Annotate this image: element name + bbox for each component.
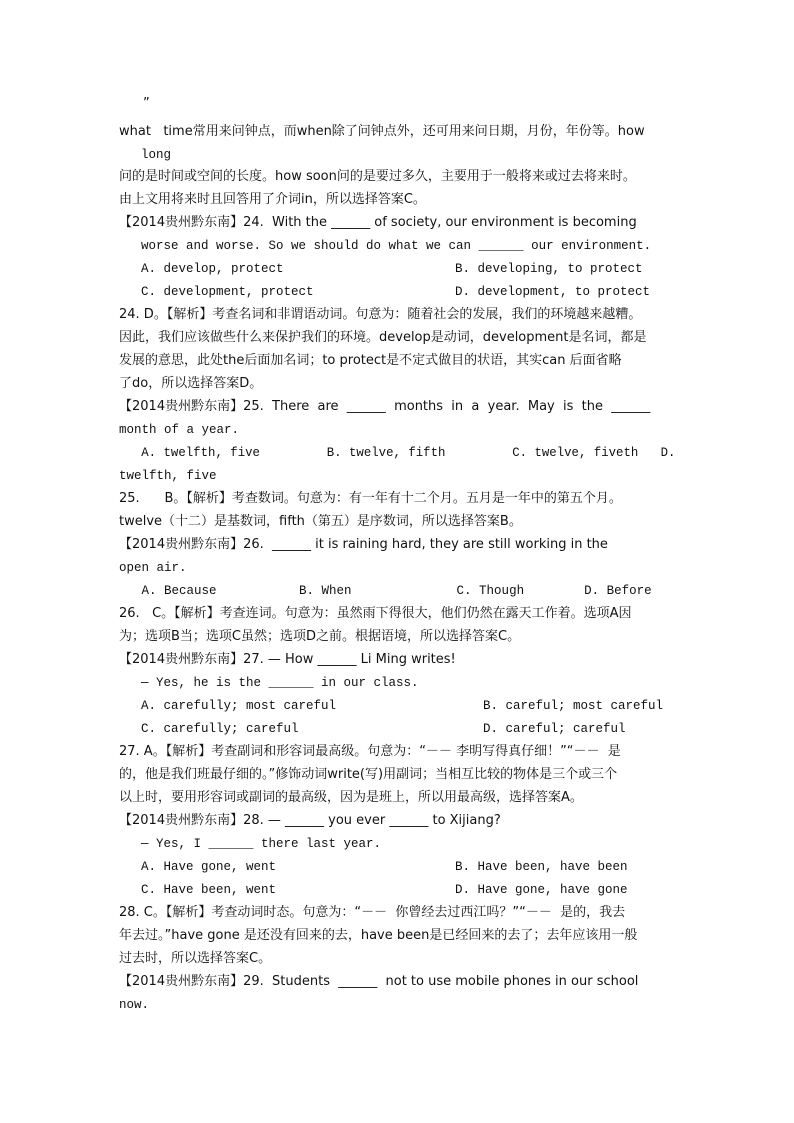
- question-26-stem-cont: open air.: [119, 561, 187, 575]
- option-24-d: D. development, to protect: [455, 285, 651, 299]
- answer-28: 过去时，所以选择答案C。: [119, 951, 272, 966]
- options-26: A. Because B. When C. Though D. Before: [119, 584, 652, 598]
- option-24-a: A. develop, protect: [141, 262, 284, 276]
- question-25-stem: 【2014贵州黔东南】25. There are ______ months in a year. May is the ______: [119, 399, 651, 414]
- answer-27: 以上时，要用形容词或副词的最高级，因为是班上，所以用最高级，选择答案A。: [119, 790, 583, 805]
- answer-25: twelve（十二）是基数词，fifth（第五）是序数词，所以选择答案B。: [119, 514, 522, 529]
- option-27-b: B. careful; most careful: [483, 699, 664, 713]
- question-27-stem-cont: — Yes, he is the ______ in our class.: [141, 676, 419, 690]
- answer-28: 年去过。”have gone 是还没有回来的去，have been是已经回来的去了；去年应该用一般: [119, 928, 638, 943]
- option-24-c: C. development, protect: [141, 285, 314, 299]
- answer-26: 26. C。【解析】考查连词。句意为：虽然雨下得很大，他们仍然在露天工作着。选项A因: [119, 606, 632, 621]
- question-24-stem-cont: worse and worse. So we should do what we can ______ our environment.: [141, 239, 652, 253]
- answer-25: 25. B。【解析】考查数词。句意为：有一年有十二个月。五月是一年中的第五个月。: [119, 491, 622, 506]
- options-25: A. twelfth, five B. twelve, fifth C. twelve, fiveth D.: [119, 446, 676, 460]
- question-25-stem-cont: month of a year.: [119, 423, 240, 437]
- option-27-a: A. carefully; most careful: [141, 699, 337, 713]
- options-25-cont: twelfth, five: [119, 469, 217, 483]
- option-24-b: B. developing, to protect: [455, 262, 643, 276]
- answer-27: 的，他是我们班最仔细的。”修饰动词write(写)用副词；当相互比较的物体是三个或三个: [119, 767, 618, 782]
- answer-24: 发展的意思，此处the后面加名词；to protect是不定式做目的状语，其实can 后面省略: [119, 353, 622, 368]
- option-28-b: B. Have been, have been: [455, 860, 628, 874]
- question-29-stem-cont: now.: [119, 998, 150, 1012]
- answer-24: 24. D。【解析】考查名词和非谓语动词。句意为：随着社会的发展，我们的环境越来越糟。: [119, 307, 642, 322]
- answer-24: 因此，我们应该做些什么来保护我们的环境。develop是动词，development是名词，都是: [119, 330, 647, 345]
- option-27-d: D. careful; careful: [483, 722, 626, 736]
- question-27-stem: 【2014贵州黔东南】27. — How ______ Li Ming writes!: [119, 652, 456, 667]
- answer-24: 了do，所以选择答案D。: [119, 376, 263, 391]
- closing-quote: ”: [143, 96, 150, 111]
- question-28-stem: 【2014贵州黔东南】28. — ______ you ever ______ to Xijiang?: [119, 813, 501, 828]
- explanation-line: what time常用来问钟点，而when除了问钟点外，还可用来问日期，月份，年份等。how: [119, 124, 645, 139]
- option-28-c: C. Have been, went: [141, 883, 277, 897]
- question-24-stem: 【2014贵州黔东南】24. With the ______ of society, our environment is becoming: [119, 215, 637, 230]
- option-27-c: C. carefully; careful: [141, 722, 299, 736]
- option-28-a: A. Have gone, went: [141, 860, 277, 874]
- answer-27: 27. A。【解析】考查副词和形容词最高级。句意为：“－－ 李明写得真仔细！”“－－ 是: [119, 744, 621, 759]
- explanation-line: 问的是时间或空间的长度。how soon问的是要过多久，主要用于一般将来或过去将来时。: [119, 169, 636, 184]
- option-28-d: D. Have gone, have gone: [455, 883, 628, 897]
- explanation-line: 由上文用将来时且回答用了介词in，所以选择答案C。: [119, 192, 426, 207]
- question-28-stem-cont: — Yes, I ______ there last year.: [141, 837, 382, 851]
- answer-26: 为；选项B当；选项C虽然；选项D之前。根据语境，所以选择答案C。: [119, 629, 521, 644]
- explanation-line: long: [141, 148, 172, 162]
- question-26-stem: 【2014贵州黔东南】26. ______ it is raining hard, they are still working in the: [119, 537, 608, 552]
- answer-28: 28. C。【解析】考查动词时态。句意为：“－－ 你曾经去过西江吗？”“－－ 是的，我去: [119, 905, 626, 920]
- question-29-stem: 【2014贵州黔东南】29. Students ______ not to use mobile phones in our school: [119, 974, 639, 989]
